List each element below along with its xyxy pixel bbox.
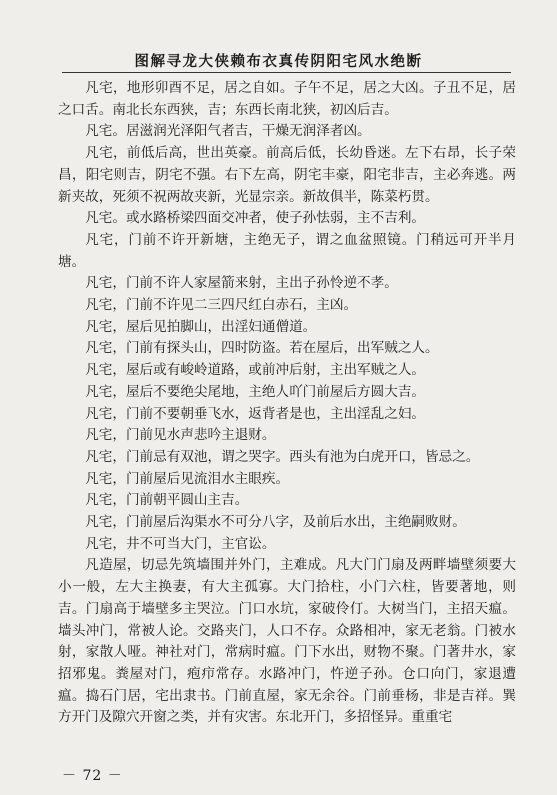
paragraph: 凡宅，门前不许人家屋箭来射，主出子孙怜逆不孝。 [85, 275, 398, 292]
page-body [58, 78, 516, 729]
paragraph: 凡宅。或水路桥梁四面交冲者，使子孙怯弱，主不吉利。 [85, 210, 426, 227]
paragraph: 凡宅，门前屋后沟渠水不可分八字，及前后水出，主绝嗣败财。 [85, 514, 466, 531]
paragraph: 凡宅，屋后不要绝尖尾地，主绝人吖门前屋后方圆大吉。 [85, 383, 426, 400]
paragraph: 凡宅。居滋润光泽阳气者吉，干燥无润泽者凶。 [85, 123, 371, 140]
paragraph: 凡宅，门前有探头山，四时防盗。若在屋后，出军贼之人。 [85, 340, 439, 357]
paragraph: 凡宅，门前不许见二三四尺红白赤石，主凶。 [85, 297, 358, 314]
paragraph: 凡宅，门前不要朝垂飞水，返背者是也，主出淫乱之妇。 [85, 405, 426, 422]
paragraph: 凡宅，门前朝平圆山主吉。 [85, 492, 249, 509]
paragraph: 凡宅，屋后见拍脚山，出淫妇通僧道。 [85, 318, 317, 335]
paragraph: 凡宅，井不可当大门，主官讼。 [85, 535, 276, 552]
paragraph: 凡宅，门前不许开新塘，主绝无子，谓之血盆照镜。门稍远可开半月塘。 [58, 231, 516, 270]
paragraph: 凡宅，门前屋后见流泪水主眼疾。 [85, 470, 290, 487]
page-number: － 72 － [62, 768, 123, 784]
running-header: 图解寻龙大侠赖布衣真传阴阳宅风水绝断 [134, 53, 423, 70]
paragraph: 凡宅，屋后或有峻岭道路，或前冲后射，主出军贼之人。 [85, 362, 426, 379]
paragraph: 凡造屋，切忌先筑墙围并外门，主难成。凡大门门扇及两畔墙壁须要大小一般，左大主换妻，有大主孤寡。大门拾柱，小门六柱，皆要著地，则吉。门扇高于墙壁多主哭泣。门口水坑，家破伶仃。大树当门，主招天瘟。墙头冲门，常被人论。交路夹门，人口不存。众路相冲，家无老翁。门被水射，家散人哑。神社对门，常病时瘟。门下水出，财物不聚。门著井水，家招邪鬼。粪屋对门，疱疖常存。水路冲门，忤逆子孙。仓口向门，家退遭瘟。捣石门居，宅出隶书。门前直屋，家无余谷。门前垂杨，非是吉祥。巽方开门及隙穴开窗之类，并有灾害。东北开门，多招怪异。重重宅 [58, 557, 516, 726]
paragraph: 凡宅，地形卯酉不足，居之自如。子午不足，居之大凶。子丑不足，居之口舌。南北长东西狭，吉；东西长南北狭，初凶后吉。 [58, 80, 516, 118]
paragraph: 凡宅，门前见水声悲吟主退财。 [85, 427, 276, 444]
header-rule [62, 72, 511, 73]
paragraph: 凡宅，门前忌有双池，谓之哭字。西头有池为白虎开口，皆忌之。 [85, 448, 480, 465]
paragraph: 凡宅，前低后高，世出英豪。前高后低，长幼昏迷。左下右昂，长子荣昌，阳宅则吉，阴宅不强。右下左高，阴宅丰豪，阳宅非吉，主必奔逃。两新夹故，死须不祝两故夹新，光显宗亲。新故俱半，陈菜朽贯。 [58, 145, 516, 205]
